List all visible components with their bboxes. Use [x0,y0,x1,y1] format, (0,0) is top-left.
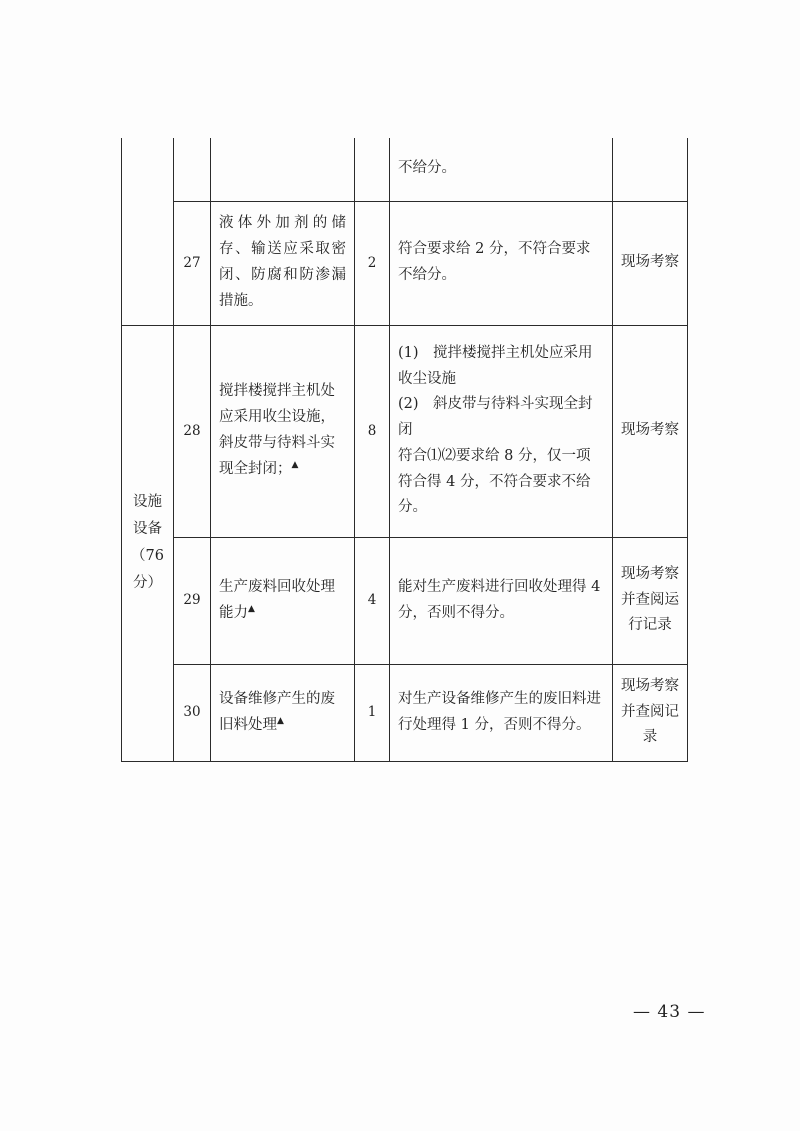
scoring-table [121,138,688,762]
rule-cell: 对生产设备维修产生的废旧料进行处理得 1 分，否则不得分。 [390,664,613,761]
method-cell [613,138,688,201]
key-item-triangle-icon: ▲ [291,459,299,470]
row-number-cell: 29 [174,537,211,664]
method-cell: 现场考察并查阅运行记录 [613,537,688,664]
category-label: 设施 设备 （76 分） [131,494,164,591]
item-cell: 搅拌楼搅拌主机处应采用收尘设施，斜皮带与待料斗实现全封闭；▲ [211,325,355,537]
category-cell-previous [122,138,174,325]
method-cell: 现场考察 [613,201,688,325]
rule-cell: 能对生产废料进行回收处理得 4 分，否则不得分。 [390,537,613,664]
rule-cell [390,325,613,537]
item-cell: 液体外加剂的储存、输送应采取密闭、防腐和防渗漏措施。 [211,201,355,325]
table-row [122,201,688,325]
score-cell [355,138,390,201]
table-row [122,537,688,664]
rule-summary: 符合⑴⑵要求给 8 分，仅一项符合得 4 分，不符合要求不给分。 [398,447,591,516]
page-number: — 43 — [633,1002,706,1022]
score-cell: 4 [355,537,390,664]
method-cell: 现场考察 [613,325,688,537]
key-item-triangle-icon: ▲ [277,715,284,726]
rule-subitem-2: (2) 斜皮带与待料斗实现全封闭 [398,396,593,439]
row-number-cell: 28 [174,325,211,537]
item-cell [211,138,355,201]
rule-cell: 符合要求给 2 分，不符合要求不给分。 [390,201,613,325]
item-cell: 设备维修产生的废旧料处理▲ [211,664,355,761]
standard-table-container [121,138,687,762]
item-cell: 生产废料回收处理能力▲ [211,537,355,664]
row-number-cell: 30 [174,664,211,761]
score-cell: 8 [355,325,390,537]
score-cell: 2 [355,201,390,325]
rule-cell: 不给分。 [390,138,613,201]
table-row [122,138,688,201]
row-number-cell: 27 [174,201,211,325]
table-row [122,325,688,537]
category-cell [122,325,174,761]
table-row [122,664,688,761]
rule-subitem-1: (1) 搅拌楼搅拌主机处应采用收尘设施 [398,344,593,387]
score-cell: 1 [355,664,390,761]
key-item-triangle-icon: ▲ [248,603,255,614]
method-cell: 现场考察并查阅记录 [613,664,688,761]
row-number-cell [174,138,211,201]
